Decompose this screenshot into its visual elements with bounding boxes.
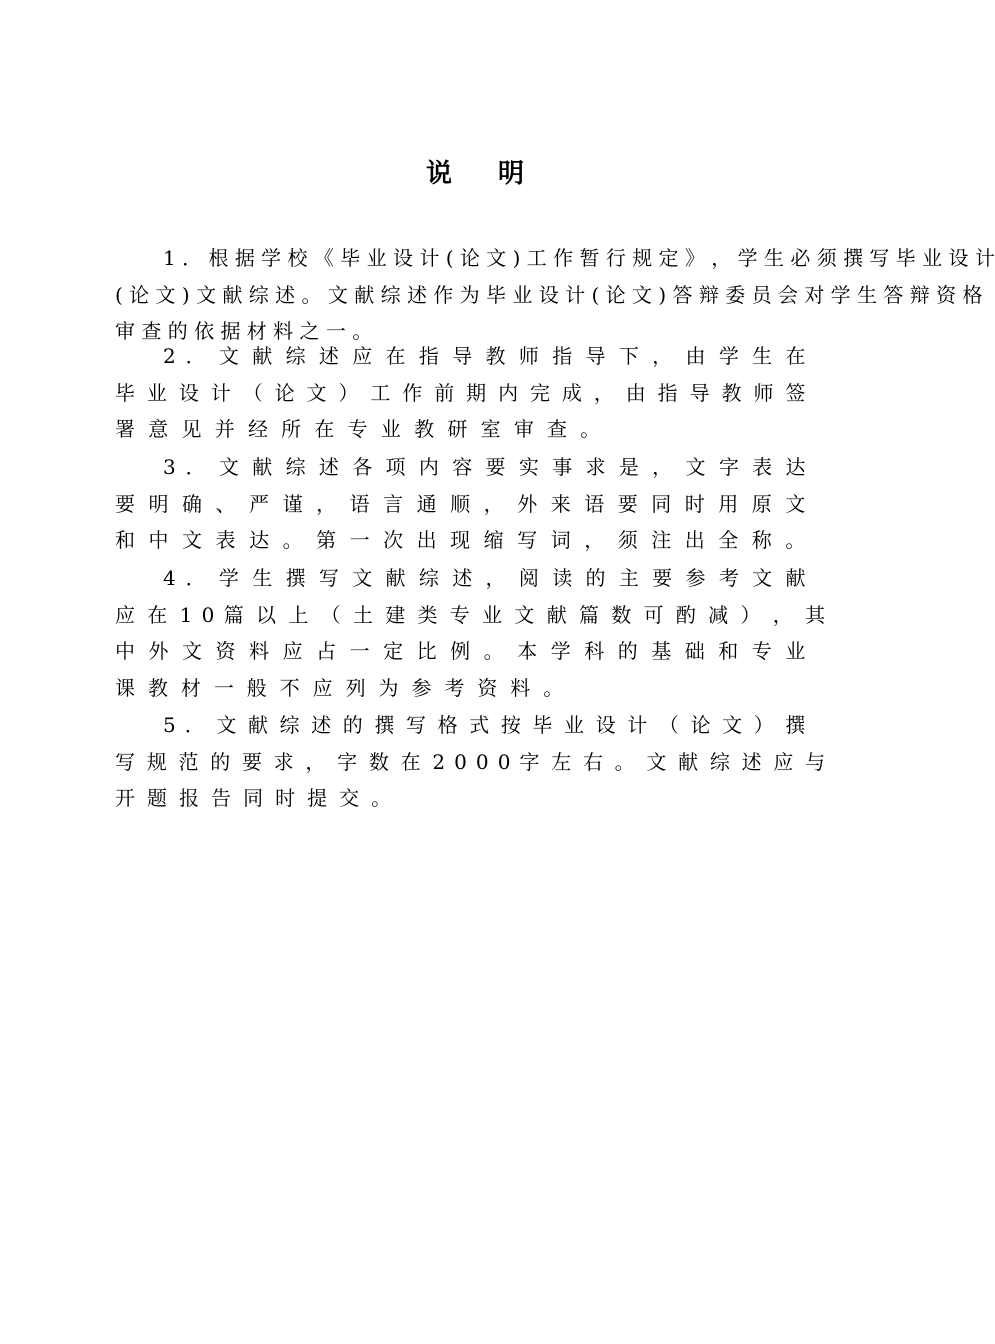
paragraph-1-line-2: ( 论 文 ) 文 献 综 述 。 文 献 综 述 作 为 毕 业 设 计 ( 论 文 ) 答 辩 委 员 会 对 学 生 答 辩 资 格: [115, 282, 983, 307]
paragraph-5: [115, 707, 825, 817]
paragraph-4-line-2: 应 在 1 0 篇 以 上 （ 土 建 类 专 业 文 献 篇 数 可 酌 减 ） ， 其: [115, 602, 826, 627]
paragraph-1: [115, 240, 995, 350]
paragraph-5-line-3: 开 题 报 告 同 时 提 交 。: [115, 786, 392, 810]
paragraph-5-line-1: 5 ． 文 献 综 述 的 撰 写 格 式 按 毕 业 设 计 （ 论 文 ） 撰: [163, 713, 806, 737]
paragraph-2-line-1: 2 ． 文 献 综 述 应 在 指 导 教 师 指 导 下 ， 由 学 生 在: [163, 344, 806, 368]
paragraph-3-line-3: 和 中 文 表 达 。 第 一 次 出 现 缩 写 词 ， 须 注 出 全 称 。: [115, 528, 806, 552]
paragraph-4-line-4: 课 教 材 一 般 不 应 列 为 参 考 资 料 。: [115, 675, 564, 700]
paragraph-3-line-2: 要 明 确 、 严 谨 ， 语 言 通 顺 ， 外 来 语 要 同 时 用 原 文: [115, 491, 806, 516]
paragraph-2-line-2: 毕 业 设 计 （ 论 文 ） 工 作 前 期 内 完 成 ， 由 指 导 教 师 签: [115, 380, 806, 405]
paragraph-2: [115, 338, 805, 448]
paragraph-4-line-3: 中 外 文 资 料 应 占 一 定 比 例 。 本 学 科 的 基 础 和 专 业: [115, 639, 806, 663]
paragraph-5-line-2: 写 规 范 的 要 求 ， 字 数 在 2 0 0 0 字 左 右 。 文 献 综 述 应 与: [115, 749, 826, 774]
paragraph-1-line-3: 审 查 的 依 据 材 料 之 一 。: [115, 319, 373, 343]
title-char-2: 明: [498, 159, 525, 189]
paragraph-4-line-1: 4 ． 学 生 撰 写 文 献 综 述 ， 阅 读 的 主 要 参 考 文 献: [163, 566, 806, 590]
paragraph-2-line-3: 署 意 见 并 经 所 在 专 业 教 研 室 审 查 。: [115, 417, 601, 441]
paragraph-3-line-1: 3 ． 文 献 综 述 各 项 内 容 要 实 事 求 是 ， 文 字 表 达: [163, 455, 806, 479]
page-title: [0, 156, 950, 192]
title-char-1: 说: [425, 159, 452, 189]
paragraph-3: [115, 449, 805, 559]
paragraph-4: [115, 560, 825, 706]
paragraph-1-line-1: 1 ． 根 据 学 校 《 毕 业 设 计 ( 论 文 ) 工 作 暂 行 规 定 》 ， 学 生 必 须 撰 写 毕 业 设 计: [163, 246, 995, 270]
